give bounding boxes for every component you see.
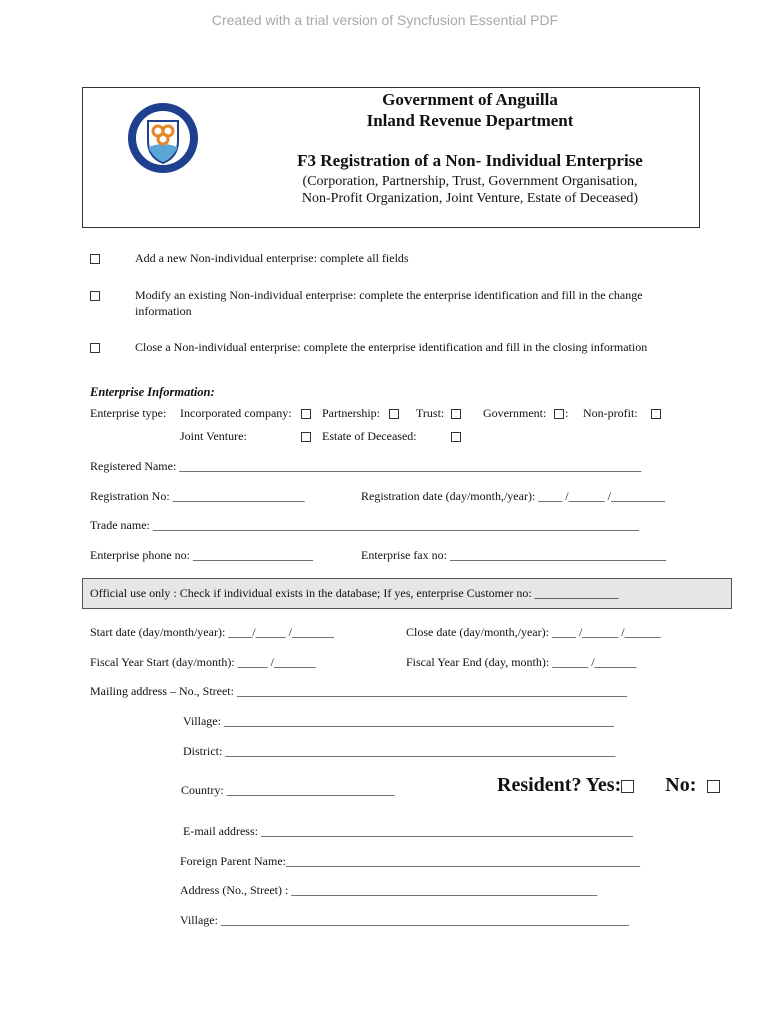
resident-no-label: No: — [665, 774, 697, 796]
option-add-checkbox[interactable] — [90, 250, 100, 268]
type-joint-venture-checkbox[interactable] — [301, 428, 311, 446]
resident-yes-checkbox[interactable] — [621, 780, 634, 793]
enterprise-type-label: Enterprise type: — [90, 406, 167, 420]
enterprise-phone-field[interactable]: Enterprise phone no: ____________________ — [90, 548, 313, 562]
close-date-field[interactable]: Close date (day/month,/year): ____ /______ /______ — [406, 625, 661, 639]
foreign-parent-name-field[interactable]: Foreign Parent Name:___________________________________________________________ — [180, 854, 640, 868]
type-nonprofit-label: Non-profit: — [583, 406, 638, 420]
type-partnership-label: Partnership: — [322, 406, 380, 420]
option-add-label: Add a new Non-individual enterprise: complete all fields — [135, 251, 409, 265]
mailing-country-field[interactable]: Country: ____________________________ — [181, 783, 395, 797]
type-partnership-checkbox[interactable] — [389, 405, 399, 423]
registration-no-field[interactable]: Registration No: ______________________ — [90, 489, 305, 503]
mailing-address-street-field[interactable]: Mailing address – No., Street: _________________________________________________________________ — [90, 684, 627, 698]
type-estate-label: Estate of Deceased: — [322, 429, 417, 443]
type-government-checkbox[interactable] — [554, 405, 564, 423]
foreign-address-street-field[interactable]: Address (No., Street) : ___________________________________________________ — [180, 883, 598, 897]
watermark: Created with a trial version of Syncfusion Essential PDF — [211, 12, 559, 28]
type-government-suffix: : — [565, 406, 569, 420]
header-line-department: Inland Revenue Department — [366, 111, 574, 130]
option-close-label: Close a Non-individual enterprise: complete the enterprise identification and fill in the closing information — [135, 340, 648, 354]
start-date-field[interactable]: Start date (day/month/year): ____/_____ /_______ — [90, 625, 334, 639]
resident-no-checkbox[interactable] — [707, 780, 720, 793]
option-modify-checkbox[interactable] — [90, 287, 100, 305]
type-incorporated-label: Incorporated company: — [180, 406, 292, 420]
fiscal-year-end-field[interactable]: Fiscal Year End (day, month): ______ /_______ — [406, 655, 637, 669]
resident-yes-label: Resident? Yes: — [497, 774, 622, 796]
official-use-box — [82, 578, 732, 609]
header-line-government: Government of Anguilla — [382, 90, 558, 109]
type-trust-checkbox[interactable] — [451, 405, 461, 423]
type-trust-label: Trust: — [416, 406, 445, 420]
type-government-label: Government: — [483, 406, 547, 420]
resident-question — [497, 774, 720, 797]
foreign-village-field[interactable]: Village: ____________________________________________________________________ — [180, 913, 629, 927]
form-subtitle-2: Non-Profit Organization, Joint Venture, Estate of Deceased) — [301, 191, 639, 206]
mailing-district-field[interactable]: District: _________________________________________________________________ — [183, 744, 616, 758]
anguilla-crest-logo — [126, 101, 200, 175]
type-joint-venture-label: Joint Venture: — [180, 429, 247, 443]
fiscal-year-start-field[interactable]: Fiscal Year Start (day/month): _____ /_______ — [90, 655, 316, 669]
registered-name-field[interactable]: Registered Name: _____________________________________________________________________________ — [90, 459, 642, 473]
email-field[interactable]: E-mail address: ______________________________________________________________ — [183, 824, 633, 838]
form-subtitle-1: (Corporation, Partnership, Trust, Government Organisation, — [302, 174, 638, 189]
enterprise-fax-field[interactable]: Enterprise fax no: ____________________________________ — [361, 548, 666, 562]
registration-date-field[interactable]: Registration date (day/month,/year): ____ /______ /_________ — [361, 489, 665, 503]
type-estate-checkbox[interactable] — [451, 428, 461, 446]
trade-name-field[interactable]: Trade name: _________________________________________________________________________________ — [90, 518, 639, 532]
option-modify-label: Modify an existing Non-individual enterprise: complete the enterprise identification and fill in the change information — [135, 288, 643, 318]
type-nonprofit-checkbox[interactable] — [651, 405, 661, 423]
mailing-village-field[interactable]: Village: _________________________________________________________________ — [183, 714, 614, 728]
option-close-checkbox[interactable] — [90, 339, 100, 357]
form-title: F3 Registration of a Non- Individual Enterprise — [297, 151, 643, 170]
enterprise-info-title: Enterprise Information: — [90, 385, 215, 399]
official-use-text: Official use only : Check if individual exists in the database; If yes, enterprise Customer no: ______________ — [90, 586, 619, 600]
type-incorporated-checkbox[interactable] — [301, 405, 311, 423]
